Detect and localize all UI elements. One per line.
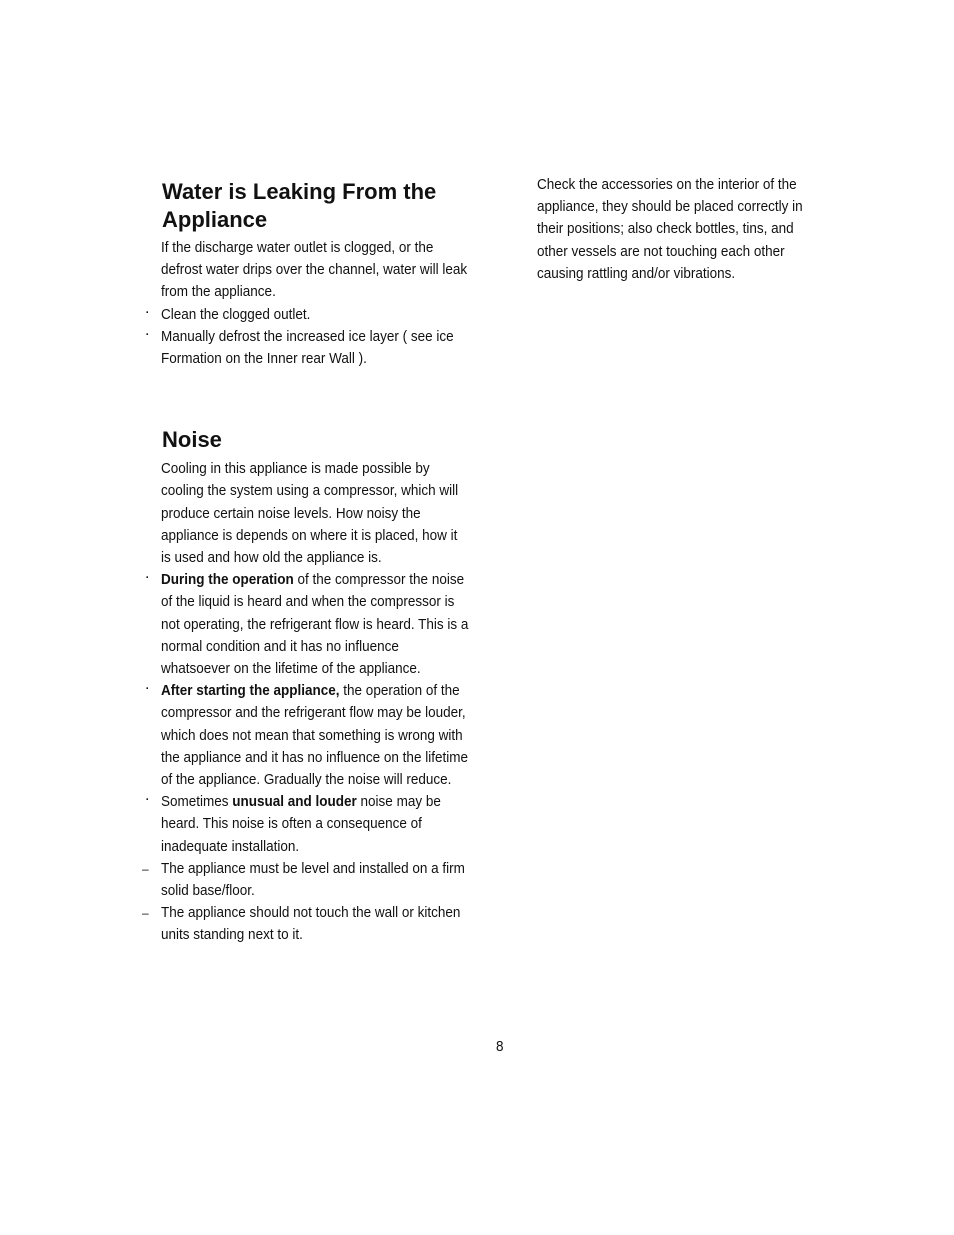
water-bullet-1: Clean the clogged outlet.: [161, 305, 311, 323]
bullet-marker: .: [145, 299, 150, 317]
bullet-text: the operation of the compressor and the refrigerant flow may be louder, which does not mean that something is wrong with the appliance and it has no influence on the lifetime of the appliance. Gradually the noise will reduce.: [161, 682, 468, 789]
water-leak-intro: If the discharge water outlet is clogged, or the defrost water drips over the channel, water will leak from the appliance.: [161, 239, 468, 301]
bullet-marker: .: [145, 321, 150, 339]
noise-intro: Cooling in this appliance is made possible by cooling the system using a compressor, which will produce certain noise levels. How noisy the appliance is depends on where it is placed, how it is used and how old the appliance is.: [161, 460, 459, 567]
noise-dash-1: The appliance must be level and installed on a firm solid base/floor.: [161, 859, 465, 900]
left-column: [142, 178, 471, 947]
list-item: [142, 858, 471, 902]
water-leak-heading: Water is Leaking From the Appliance: [162, 179, 437, 232]
accessories-paragraph: Check the accessories on the interior of the appliance, they should be placed correctly in their positions; also check bottles, tins, and other vessels are not touching each other causing rattling and/or vibrations.: [537, 176, 803, 282]
bold-lead: After starting the appliance,: [161, 682, 340, 700]
bold-lead: During the operation: [161, 571, 294, 589]
water-bullet-2: Manually defrost the increased ice layer ( see ice Formation on the Inner rear Wall ).: [161, 327, 454, 368]
noise-heading: Noise: [162, 427, 222, 453]
bullet-marker: .: [145, 565, 150, 583]
bullet-text: noise may be heard. This noise is often a consequence of inadequate installation.: [161, 793, 441, 855]
noise-bullet-2: [161, 680, 471, 791]
noise-dash-2: The appliance should not touch the wall or kitchen units standing next to it.: [161, 904, 461, 944]
noise-bullet-1: [161, 569, 471, 680]
bold-phrase: unusual and louder: [232, 793, 357, 811]
bullet-text: of the compressor the noise of the liquid is heard and when the compressor is not operating, the refrigerant flow is heard. This is a normal condition and it has no influence whatsoever on the lifetime of the appliance.: [161, 571, 469, 678]
list-item: [145, 299, 471, 326]
bullet-lead: Sometimes: [161, 793, 233, 811]
list-item: [142, 902, 471, 946]
right-column: [537, 174, 822, 285]
dash-marker: –: [142, 861, 149, 876]
list-item: [145, 565, 471, 680]
dash-marker: –: [142, 906, 149, 921]
list-item: [145, 321, 471, 370]
list-item: [145, 676, 471, 791]
bullet-marker: .: [145, 676, 150, 694]
bullet-marker: .: [145, 787, 150, 805]
list-item: [145, 787, 471, 858]
page-number: 8: [496, 1038, 504, 1055]
noise-bullet-3: [161, 791, 471, 858]
